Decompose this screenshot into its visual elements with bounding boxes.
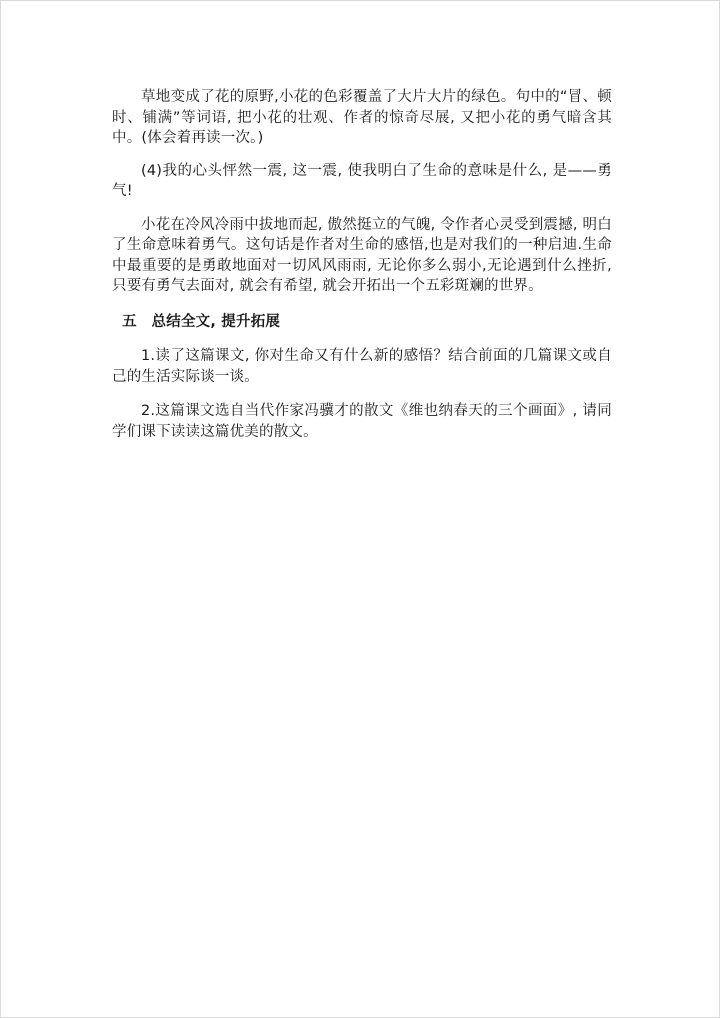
section-heading-summary: 五 总结全文, 提升拓展 <box>122 313 281 330</box>
paragraph-life-courage: 小花在冷风冷雨中拔地而起, 傲然挺立的气魄, 令作者心灵受到震撼, 明白了生命意味着勇气。这句话是作者对生命的感悟,也是对我们的一种启迪.生命中最重要的是勇敢地面对一切风风雨雨, 无论你多么弱小,无论遇到什么挫折,只要有勇气去面对, 就会有希望, 就会开拓出一个五彩斑斓的世界。 <box>112 216 612 294</box>
paragraph-question-2: 2.这篇课文选自当代作家冯骥才的散文《维也纳春天的三个画面》, 请同学们课下读读这篇优美的散文。 <box>112 403 612 440</box>
paragraph-heart-shock: (4)我的心头怦然一震, 这一震, 使我明白了生命的意味是什么, 是——勇气! <box>112 162 612 199</box>
paragraph-question-1: 1.读了这篇课文, 你对生命又有什么新的感悟？结合前面的几篇课文或自己的生活实际谈一谈。 <box>112 348 612 385</box>
paragraph-flower-meadow: 草地变成了花的原野,小花的色彩覆盖了大片大片的绿色。句中的“冒、顿时、铺满”等词语, 把小花的壮观、作者的惊奇尽展, 又把小花的勇气暗含其中。(体会着再读一次。) <box>112 89 612 146</box>
document-body <box>112 87 612 456</box>
